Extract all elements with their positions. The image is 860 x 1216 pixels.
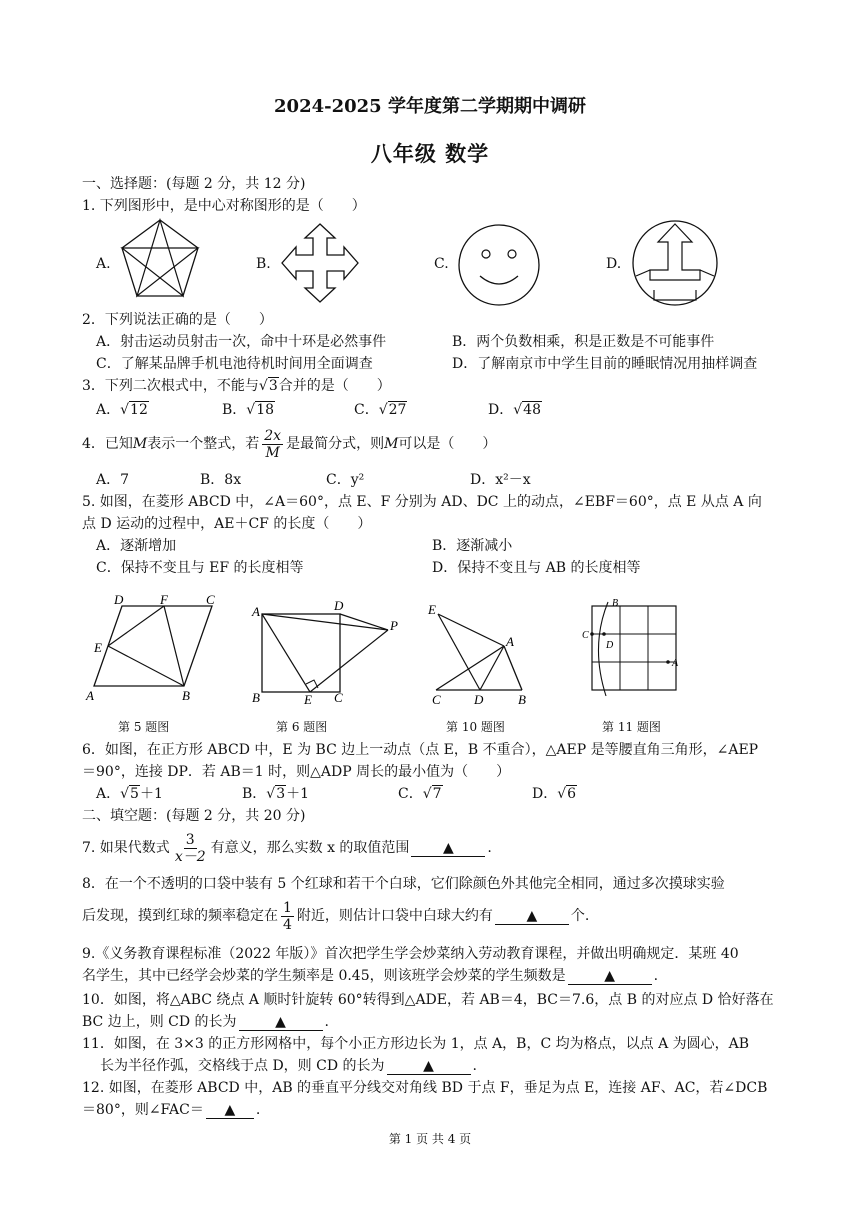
figure-q5-rhombus xyxy=(84,592,234,704)
q2-stem: 2．下列说法正确的是（ ） xyxy=(82,312,273,328)
figure-q6-square xyxy=(248,598,408,707)
exam-title: 2024-2025 学年度第二学期期中调研 xyxy=(274,96,586,117)
section-1-heading: 一、选择题：(每题 2 分，共 12 分) xyxy=(82,176,306,192)
q6-option-b: B．√3＋1 xyxy=(242,786,310,802)
q5-option-c: C．保持不变且与 EF 的长度相等 xyxy=(96,560,304,576)
q6-line-1: 6．如图，在正方形 ABCD 中，E 为 BC 边上一动点（点 E，B 不重合），△AEP 是等腰直角三角形，∠AEP xyxy=(82,742,759,758)
q9-answer-blank[interactable]: ▲ xyxy=(568,968,652,985)
fig6-label-d: D xyxy=(334,598,344,613)
q4-option-d: D．x²－x xyxy=(470,472,531,488)
q2-option-b: B．两个负数相乘，积是正数是不可能事件 xyxy=(452,334,715,350)
q4-option-b: B．8x xyxy=(200,472,242,488)
fig10-label-a: A xyxy=(506,634,514,649)
q7-answer-blank[interactable]: ▲ xyxy=(411,840,485,857)
q8-line-2: 后发现，摸到红球的频率稳定在 $\frac{1}{4}$ 附近，则估计口袋中白球大约有 ▲ 个. xyxy=(82,899,590,933)
q1-option-a-label: A. xyxy=(96,256,111,272)
q3-option-b: B．√18 xyxy=(222,402,275,418)
q12-line-1: 12. 如图，在菱形 ABCD 中，AB 的垂直平分线交对角线 BD 于点 F，垂足为点 E，连接 AF、AC，若∠DCB xyxy=(82,1080,768,1096)
q1-stem: 1. 下列图形中，是中心对称图形的是（ ） xyxy=(82,198,366,214)
caption-fig6: 第 6 题图 xyxy=(276,720,328,734)
q2-option-a: A．射击运动员射击一次，命中十环是必然事件 xyxy=(96,334,387,350)
q3-stem-pre: 3．下列二次根式中，不能与 xyxy=(82,378,259,394)
q6-option-c: C．√7 xyxy=(398,786,442,802)
fig5-label-a: A xyxy=(86,688,94,703)
caption-fig11: 第 11 题图 xyxy=(602,720,661,734)
section-2-heading: 二、填空题：(每题 2 分，共 20 分) xyxy=(82,808,306,824)
fig6-label-b: B xyxy=(252,690,260,705)
fig11-label-d: D xyxy=(606,640,614,651)
q5-option-a: A．逐渐增加 xyxy=(96,538,177,554)
q4-fraction: $\frac{2x}{M}$ xyxy=(264,427,282,461)
q1-figure-d-arrow-circle xyxy=(630,218,720,308)
q3-option-c: C．√27 xyxy=(354,402,407,418)
q11-answer-blank[interactable]: ▲ xyxy=(387,1058,471,1075)
fig5-label-b: B xyxy=(182,688,190,703)
caption-fig10: 第 10 题图 xyxy=(446,720,505,734)
q11-line-1: 11．如图，在 3×3 的正方形网格中，每个小正方形边长为 1，点 A，B，C 均为格点，以点 A 为圆心，AB xyxy=(82,1036,750,1052)
q4-option-c: C．y² xyxy=(326,472,365,488)
q1-figure-b-four-arrows xyxy=(280,222,360,304)
q6-line-2: ＝90°，连接 DP．若 AB＝1 时，则△ADP 周长的最小值为（ ） xyxy=(82,764,511,780)
fig5-label-e: E xyxy=(94,640,102,655)
page-footer: 第 1 页 共 4 页 xyxy=(388,1132,472,1146)
q5-option-b: B．逐渐减小 xyxy=(432,538,513,554)
q12-line-2: ＝80°，则∠FAC＝ ▲ . xyxy=(82,1102,261,1118)
q7-line: 7. 如果代数式 $\frac{3}{x-2}$ 有意义，那么实数 x 的取值范围 ▲ . xyxy=(82,831,492,865)
q9-line-2: 名学生，其中已经学会炒菜的学生频率是 0.45，则该班学会炒菜的学生频数是 ▲ . xyxy=(82,968,659,984)
q3-stem-post: 合并的是（ ） xyxy=(278,378,391,394)
q1-figure-c-smiley xyxy=(456,222,542,308)
q10-line-2: BC 边上，则 CD 的长为 ▲ . xyxy=(82,1014,329,1030)
q1-option-c-label: C. xyxy=(434,256,449,272)
fig10-label-d: D xyxy=(474,692,484,707)
fig5-label-f: F xyxy=(160,592,168,607)
fig10-label-e: E xyxy=(428,602,436,617)
q7-fraction: $\frac{3}{x-2}$ xyxy=(174,831,206,865)
q12-answer-blank[interactable]: ▲ xyxy=(206,1102,254,1119)
q10-answer-blank[interactable]: ▲ xyxy=(239,1014,323,1031)
q1-figure-a-pentagram xyxy=(118,218,202,302)
exam-subtitle: 八年级 数学 xyxy=(370,141,490,166)
fig11-label-a: A xyxy=(672,658,679,669)
caption-fig5: 第 5 题图 xyxy=(118,720,170,734)
fig6-label-a: A xyxy=(252,604,260,619)
q5-line-2: 点 D 运动的过程中，AE＋CF 的长度（ ） xyxy=(82,516,372,532)
q3-radical: √3 xyxy=(258,378,278,394)
figure-q11-grid xyxy=(578,596,688,700)
fig11-label-c: C xyxy=(582,630,589,641)
q9-line-1: 9.《义务教育课程标准（2022 年版）》首次把学生学会炒菜纳入劳动教育课程，并做出明确规定．某班 40 xyxy=(82,946,739,962)
fig5-label-d: D xyxy=(114,592,124,607)
q5-option-d: D．保持不变且与 AB 的长度相等 xyxy=(432,560,641,576)
q6-option-d: D．√6 xyxy=(532,786,577,802)
fig10-label-c: C xyxy=(432,692,441,707)
q4-stem: 4．已知M表示一个整式，若 $\frac{2x}{M}$ 是最简分式，则M可以是（ ） xyxy=(82,427,497,461)
q2-option-d: D．了解南京市中学生目前的睡眠情况用抽样调查 xyxy=(452,356,758,372)
q8-answer-blank[interactable]: ▲ xyxy=(495,908,569,925)
fig6-label-e: E xyxy=(304,692,312,707)
q6-option-a: A．√5＋1 xyxy=(96,786,163,802)
figure-q10-triangles xyxy=(424,600,544,707)
q5-line-1: 5. 如图，在菱形 ABCD 中，∠A＝60°，点 E、F 分别为 AD、DC 上的动点，∠EBF＝60°，点 E 从点 A 向 xyxy=(82,494,762,510)
q8-fraction: $\frac{1}{4}$ xyxy=(283,899,292,933)
q10-line-1: 10．如图，将△ABC 绕点 A 顺时针旋转 60°转得到△ADE，若 AB＝4，BC＝7.6，点 B 的对应点 D 恰好落在 xyxy=(82,992,774,1008)
fig10-label-b: B xyxy=(518,692,526,707)
q2-option-c: C．了解某品牌手机电池待机时间用全面调查 xyxy=(96,356,373,372)
fig6-label-p: P xyxy=(390,618,398,633)
q4-option-a: A．7 xyxy=(96,472,130,488)
q3-option-a: A．√12 xyxy=(96,402,148,418)
q3-stem xyxy=(82,376,391,396)
q3-option-d: D．√48 xyxy=(488,402,541,418)
fig5-label-c: C xyxy=(206,592,215,607)
q1-option-d-label: D. xyxy=(606,256,622,272)
q1-option-b-label: B. xyxy=(256,256,271,272)
fig6-label-c: C xyxy=(334,690,343,705)
q8-line-1: 8．在一个不透明的口袋中装有 5 个红球和若干个白球，它们除颜色外其他完全相同，通过多次摸球实验 xyxy=(82,876,725,892)
q11-line-2: 长为半径作弧，交格线于点 D，则 CD 的长为 ▲ . xyxy=(100,1058,477,1074)
fig11-label-b: B xyxy=(612,598,619,609)
